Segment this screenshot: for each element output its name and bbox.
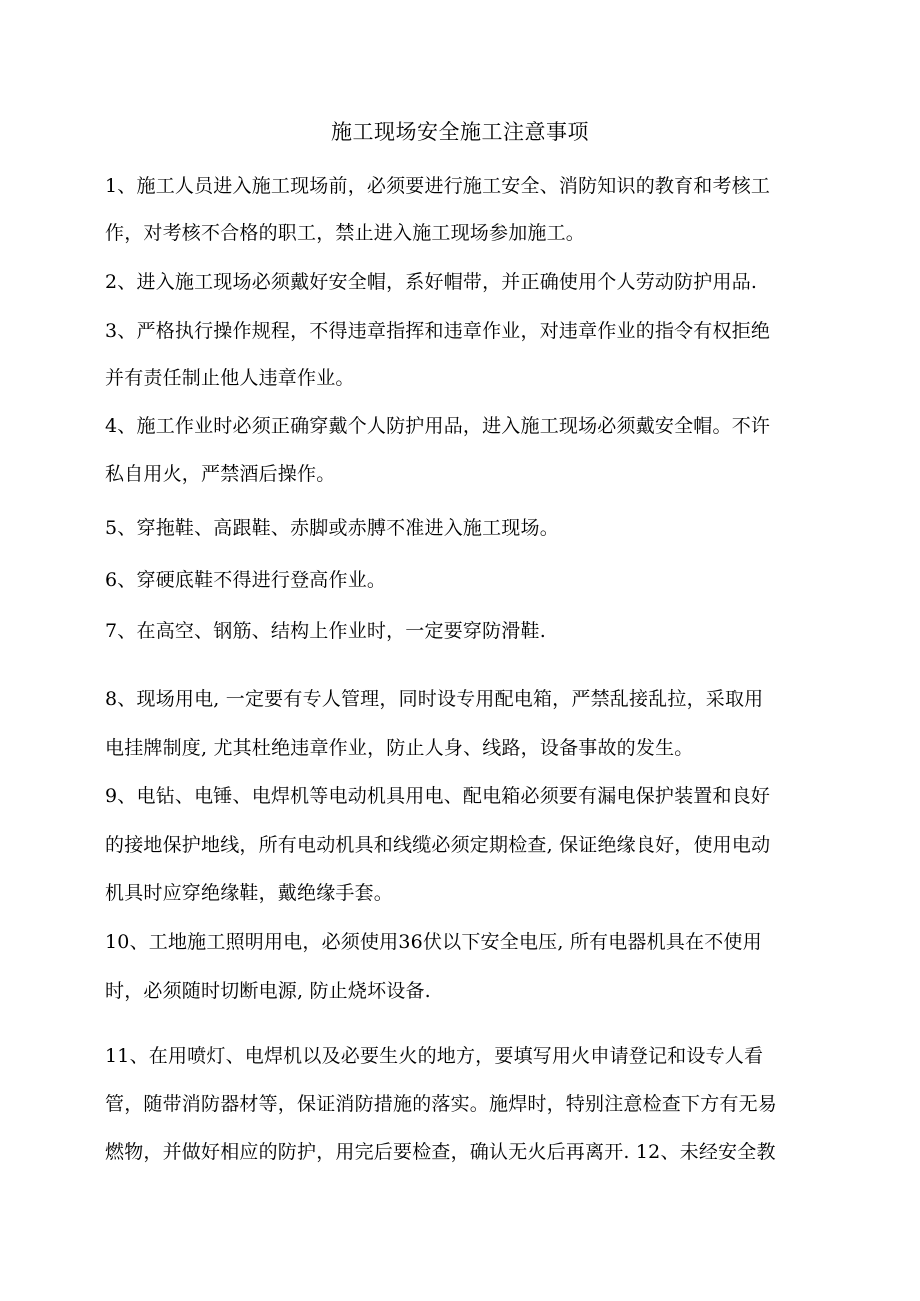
text-line: 作，对考核不合格的职工，禁止进入施工现场参加施工。 — [105, 222, 586, 244]
text-line: 5、穿拖鞋、高跟鞋、赤脚或赤膊不准进入施工现场。 — [105, 517, 559, 539]
text-line: 8、现场用电, 一定要有专人管理，同时设专用配电箱，严禁乱接乱拉，采取用 — [105, 688, 764, 710]
text-line: 3、严格执行操作规程，不得违章指挥和违章作业，对违章作业的指令有权拒绝 — [105, 320, 771, 342]
text-line: 时，必须随时切断电源, 防止烧坏设备. — [105, 980, 431, 1002]
text-line: 的接地保护地线，所有电动机具和线缆必须定期检查, 保证绝缘良好，使用电动 — [105, 834, 771, 856]
page-title: 施工现场安全施工注意事项 — [331, 120, 589, 144]
text-line: 7、在高空、钢筋、结构上作业时，一定要穿防滑鞋. — [105, 620, 546, 642]
text-line: 机具时应穿绝缘鞋，戴绝缘手套。 — [105, 882, 394, 904]
text-line: 10、工地施工照明用电，必须使用36伏以下安全电压, 所有电器机具在不使用 — [105, 931, 762, 953]
text-line: 9、电钻、电锤、电焊机等电动机具用电、配电箱必须要有漏电保护装置和良好 — [105, 785, 771, 807]
text-line: 11、在用喷灯、电焊机以及必要生火的地方，要填写用火申请登记和设专人看 — [105, 1045, 764, 1067]
text-line: 电挂牌制度, 尤其杜绝违章作业，防止人身、线路，设备事故的发生。 — [105, 737, 694, 759]
text-line: 1、施工人员进入施工现场前，必须要进行施工安全、消防知识的教育和考核工 — [105, 175, 771, 197]
text-line: 燃物，并做好相应的防护，用完后要检查，确认无火后再离开. 12、未经安全教 — [105, 1141, 776, 1163]
text-line: 6、穿硬底鞋不得进行登高作业。 — [105, 569, 387, 591]
text-line: 2、进入施工现场必须戴好安全帽，系好帽带，并正确使用个人劳动防护用品. — [105, 271, 758, 293]
text-line: 私自用火，严禁酒后操作。 — [105, 463, 336, 485]
text-line: 4、施工作业时必须正确穿戴个人防护用品，进入施工现场必须戴安全帽。不许 — [105, 415, 771, 437]
text-line: 并有责任制止他人违章作业。 — [105, 367, 355, 389]
text-line: 管，随带消防器材等，保证消防措施的落实。施焊时，特别注意检查下方有无易 — [105, 1093, 778, 1115]
